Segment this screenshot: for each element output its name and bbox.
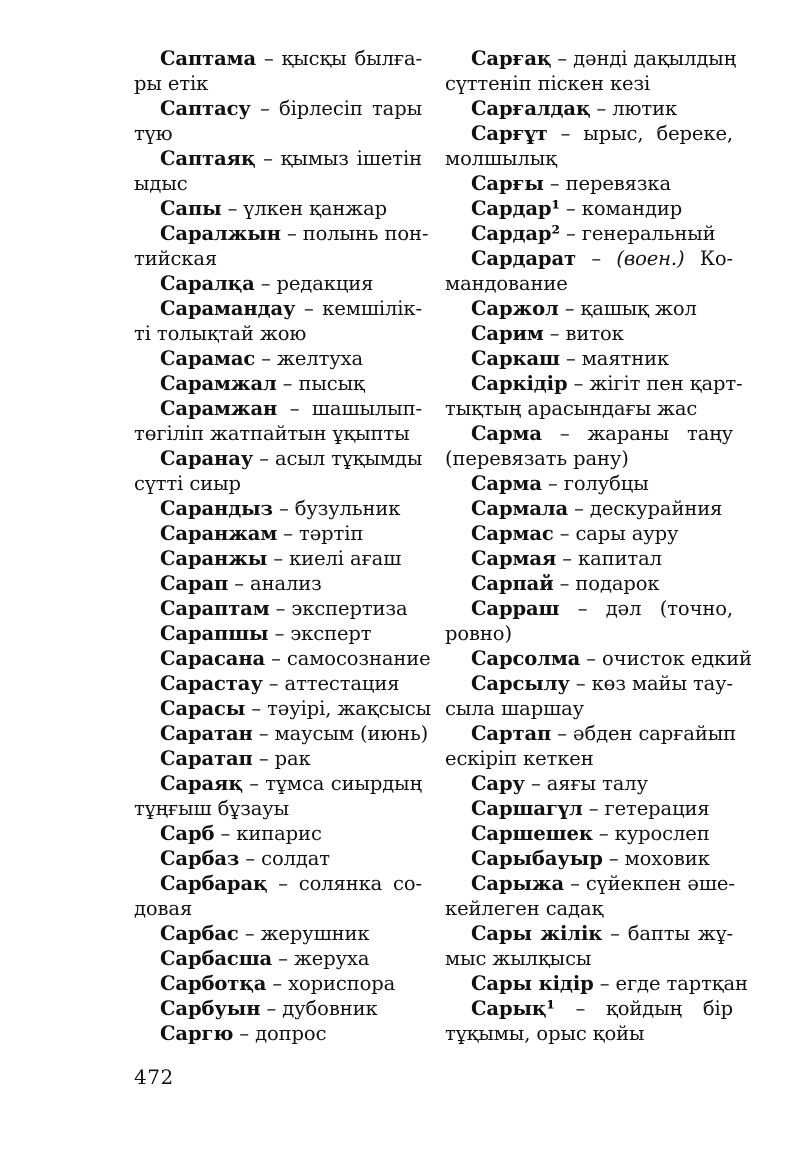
definition: – маятник [559, 347, 670, 370]
definition: – тәуірі, жақсысы [245, 697, 432, 720]
headword: Сары жілік [471, 922, 603, 945]
dictionary-entry-line [445, 321, 733, 346]
dictionary-entry-line [445, 221, 733, 246]
headword: Сарим [471, 322, 544, 345]
headword: Саратан [160, 722, 253, 745]
dictionary-entry-line [134, 971, 422, 996]
headword: Сарғұт [471, 122, 548, 145]
dictionary-entry-line [134, 596, 422, 621]
definition: ры етік [134, 72, 209, 95]
definition: довая [134, 897, 193, 920]
definition: мыс жылқысы [445, 947, 592, 970]
headword: Саршагүл [471, 797, 583, 820]
definition: – үлкен қанжар [221, 197, 388, 220]
headword: Сaркаш [471, 347, 560, 370]
headword: Сарботқа [160, 972, 267, 995]
dictionary-entry-line [134, 846, 422, 871]
dictionary-continuation-line [134, 421, 422, 446]
dictionary-continuation-line [445, 896, 733, 921]
dictionary-entry-line [134, 96, 422, 121]
dictionary-entry-line [445, 246, 733, 271]
definition: – виток [543, 322, 624, 345]
headword: Сарсолма [471, 647, 581, 670]
definition: тұқымы, орыс қойы [445, 1022, 645, 1045]
headword: Сармая [471, 547, 557, 570]
dictionary-continuation-line [445, 71, 733, 96]
dictionary-entry-line [445, 196, 733, 221]
dictionary-entry-line [134, 646, 431, 671]
dictionary-continuation-line [134, 796, 422, 821]
definition: – [575, 247, 617, 270]
definition: – пысық [276, 372, 365, 395]
definition: – рак [252, 747, 311, 770]
definition: мандование [445, 272, 568, 295]
headword: Саргю [160, 1022, 234, 1045]
definition: – допрос [233, 1022, 327, 1045]
dictionary-entry-line [445, 521, 733, 546]
dictionary-entry-line [445, 571, 733, 596]
definition: – тұмса сиырдың [242, 772, 422, 795]
headword: Саптасу [160, 97, 251, 120]
headword: Сарыжа [471, 872, 565, 895]
definition: молшылық [445, 147, 557, 170]
dictionary-entry-line [134, 521, 422, 546]
left-column [134, 46, 432, 1046]
definition: – қымыз ішетін [255, 147, 422, 170]
dictionary-entry-line [445, 846, 733, 871]
dictionary-entry-line [445, 971, 748, 996]
definition: (перевязать рану) [445, 447, 629, 470]
definition: – тәртіп [277, 522, 364, 545]
headword: Сараптам [160, 597, 270, 620]
definition: – жеруха [272, 947, 370, 970]
definition: – киелі ағаш [267, 547, 402, 570]
dictionary-entry-line [445, 771, 733, 796]
dictionary-entry-line [445, 171, 733, 196]
definition: – дәл (точно, [559, 597, 733, 620]
dictionary-entry-line [445, 46, 737, 71]
headword: Сарма [471, 472, 542, 495]
dictionary-entry-line [445, 871, 733, 896]
definition: сыла шаршау [445, 697, 585, 720]
dictionary-continuation-line [134, 471, 422, 496]
headword: Сарамжал [160, 372, 277, 395]
definition: – сары ауру [553, 522, 679, 545]
definition: – курослеп [592, 822, 710, 845]
definition: – дескурайния [568, 497, 723, 520]
definition: – гетерация [582, 797, 710, 820]
dictionary-entry-line [134, 871, 422, 896]
definition: – әбден сарғайып [551, 722, 737, 745]
headword: Саршешек [471, 822, 593, 845]
dictionary-continuation-line [134, 71, 422, 96]
dictionary-entry-line [134, 721, 429, 746]
definition: – жерушник [238, 922, 370, 945]
definition: – капитал [556, 547, 662, 570]
definition: – полынь пон- [280, 222, 429, 245]
dictionary-entry-line [134, 1021, 422, 1046]
definition: – көз майы тау- [569, 672, 734, 695]
dictionary-entry-line [445, 671, 733, 696]
dictionary-continuation-line [445, 446, 733, 471]
headword: Сарбас [160, 922, 239, 945]
dictionary-entry-line [134, 571, 422, 596]
dictionary-entry-line [134, 371, 422, 396]
dictionary-entry-line [445, 996, 733, 1021]
definition: ті толықтай жою [134, 322, 307, 345]
headword: Сарастау [160, 672, 263, 695]
dictionary-entry-line [445, 121, 733, 146]
dictionary-continuation-line [134, 321, 422, 346]
headword: Сару [471, 772, 525, 795]
dictionary-entry-line [134, 621, 422, 646]
definition: – эксперт [268, 622, 372, 645]
dictionary-continuation-line [445, 271, 733, 296]
dictionary-entry-line [445, 371, 743, 396]
dictionary-entry-line [445, 596, 733, 621]
headword: Сармала [471, 497, 569, 520]
definition: – жігіт пен қарт- [567, 372, 743, 395]
dictionary-continuation-line [134, 246, 422, 271]
definition: – қысқы былға- [256, 47, 422, 70]
headword: Сартап [471, 722, 552, 745]
headword: Сардар² [471, 222, 560, 245]
definition: түю [134, 122, 173, 145]
headword: Саралжын [160, 222, 281, 245]
headword: Саркідір [471, 372, 568, 395]
dictionary-entry-line [134, 921, 422, 946]
definition: тийская [134, 247, 218, 270]
definition: – подарок [553, 572, 660, 595]
dictionary-entry-line [445, 646, 752, 671]
definition: төгіліп жатпайтын ұқыпты [134, 422, 410, 445]
headword: Сарма [471, 422, 542, 445]
dictionary-entry-line [445, 421, 733, 446]
dictionary-entry-line [134, 546, 422, 571]
definition: – аттестация [262, 672, 400, 695]
definition: – егде тартқан [593, 972, 748, 995]
definition: сүттеніп піскен кезі [445, 72, 651, 95]
definition: ескіріп кеткен [445, 747, 594, 770]
headword: Сарамас [160, 347, 256, 370]
definition: Ко- [684, 247, 733, 270]
definition: ыдыс [134, 172, 188, 195]
dictionary-entry-line [445, 921, 733, 946]
definition: – моховик [602, 847, 710, 870]
dictionary-entry-line [134, 146, 422, 171]
headword: Сапы [160, 197, 222, 220]
headword: Саптаяқ [160, 147, 256, 170]
definition: – шашылып- [277, 397, 422, 420]
definition: – самосознание [265, 647, 431, 670]
definition: – бузульник [272, 497, 401, 520]
headword: Сарап [160, 572, 229, 595]
definition: – жараны таңу [541, 422, 733, 445]
dictionary-entry-line [134, 446, 422, 471]
definition: – экспертиза [269, 597, 408, 620]
dictionary-entry-line [445, 96, 733, 121]
dictionary-entry-line [445, 546, 733, 571]
definition: – бапты жұ- [602, 922, 733, 945]
definition: – аяғы талу [524, 772, 648, 795]
dictionary-entry-line [134, 496, 422, 521]
headword: Сарбуын [160, 997, 261, 1020]
dictionary-entry-line [445, 721, 737, 746]
headword: Сарбарақ [160, 872, 268, 895]
dictionary-continuation-line [445, 696, 733, 721]
headword: Сарыбауыр [471, 847, 603, 870]
headword: Сарраш [471, 597, 560, 620]
headword: Сарбасша [160, 947, 273, 970]
definition: – қойдың бір [554, 997, 733, 1020]
headword: Сарсылу [471, 672, 570, 695]
dictionary-continuation-line [134, 896, 422, 921]
headword: Сарапшы [160, 622, 269, 645]
definition: – желтуха [255, 347, 364, 370]
dictionary-entry-line [445, 471, 733, 496]
definition: – редакция [254, 272, 374, 295]
dictionary-entry-line [445, 296, 733, 321]
definition: – дәнді дақылдың [551, 47, 737, 70]
dictionary-entry-line [134, 746, 422, 771]
definition: – сүйекпен әше- [564, 872, 735, 895]
dictionary-entry-line [134, 996, 422, 1021]
definition: – дубовник [260, 997, 378, 1020]
headword: Сарандыз [160, 497, 273, 520]
dictionary-continuation-line [445, 746, 733, 771]
headword: Сарасана [160, 647, 266, 670]
definition: – перевязка [543, 172, 672, 195]
definition: – солдат [239, 847, 330, 870]
headword: Саралқа [160, 272, 255, 295]
dictionary-entry-line [445, 346, 733, 371]
headword: Сарамандау [160, 297, 296, 320]
definition: кейлеген садақ [445, 897, 604, 920]
usage-label: (воен.) [616, 247, 685, 270]
definition: – қашық жол [558, 297, 697, 320]
dictionary-entry-line [134, 196, 422, 221]
headword: Сарбаз [160, 847, 240, 870]
headword: Сарамжан [160, 397, 278, 420]
definition: – кемшілік- [295, 297, 422, 320]
dictionary-entry-line [134, 221, 429, 246]
definition: ровно) [445, 622, 512, 645]
dictionary-entry-line [445, 821, 733, 846]
definition: – кипарис [214, 822, 322, 845]
headword: Саржол [471, 297, 559, 320]
headword: Саранау [160, 447, 254, 470]
definition: – бірлесіп тары [250, 97, 422, 120]
definition: – асыл тұқымды [253, 447, 423, 470]
dictionary-entry-line [134, 771, 422, 796]
dictionary-continuation-line [445, 946, 733, 971]
headword: Саратап [160, 747, 253, 770]
headword: Саранжы [160, 547, 268, 570]
headword: Сармас [471, 522, 554, 545]
headword: Сараяқ [160, 772, 243, 795]
headword: Сардарат [471, 247, 576, 270]
dictionary-entry-line [445, 796, 733, 821]
definition: – лютик [590, 97, 678, 120]
dictionary-continuation-line [134, 121, 422, 146]
definition: – солянка со- [267, 872, 422, 895]
dictionary-entry-line [134, 821, 422, 846]
definition: – голубцы [541, 472, 649, 495]
headword: Сары кідір [471, 972, 594, 995]
headword: Сардар¹ [471, 197, 560, 220]
definition: тықтың арасындағы жас [445, 397, 698, 420]
dictionary-continuation-line [445, 146, 733, 171]
dictionary-entry-line [134, 296, 422, 321]
definition: – маусым (июнь) [252, 722, 429, 745]
definition: – хориспора [266, 972, 396, 995]
dictionary-entry-line [134, 46, 422, 71]
definition: – анализ [228, 572, 322, 595]
dictionary-continuation-line [445, 621, 733, 646]
dictionary-entry-line [134, 696, 432, 721]
headword: Сарғалдақ [471, 97, 591, 120]
headword: Сарық¹ [471, 997, 555, 1020]
headword: Сарпай [471, 572, 554, 595]
headword: Сарб [160, 822, 215, 845]
dictionary-entry-line [134, 671, 422, 696]
dictionary-continuation-line [445, 396, 733, 421]
definition: – генеральный [559, 222, 716, 245]
dictionary-entry-line [134, 271, 422, 296]
definition: – очисток едкий [580, 647, 752, 670]
definition: – командир [559, 197, 683, 220]
headword: Саптама [160, 47, 257, 70]
definition: – ырыс, береке, [547, 122, 733, 145]
dictionary-continuation-line [445, 1021, 733, 1046]
dictionary-entry-line [134, 346, 422, 371]
definition: сүтті сиыр [134, 472, 241, 495]
definition: тұңғыш бұзауы [134, 797, 290, 820]
headword: Сарғақ [471, 47, 552, 70]
headword: Сарғы [471, 172, 544, 195]
page-number: 472 [134, 1065, 174, 1089]
dictionary-entry-line [134, 396, 422, 421]
dictionary-continuation-line [134, 171, 422, 196]
dictionary-entry-line [445, 496, 733, 521]
headword: Сарасы [160, 697, 246, 720]
right-column [445, 46, 752, 1046]
dictionary-entry-line [134, 946, 422, 971]
headword: Саранжам [160, 522, 278, 545]
